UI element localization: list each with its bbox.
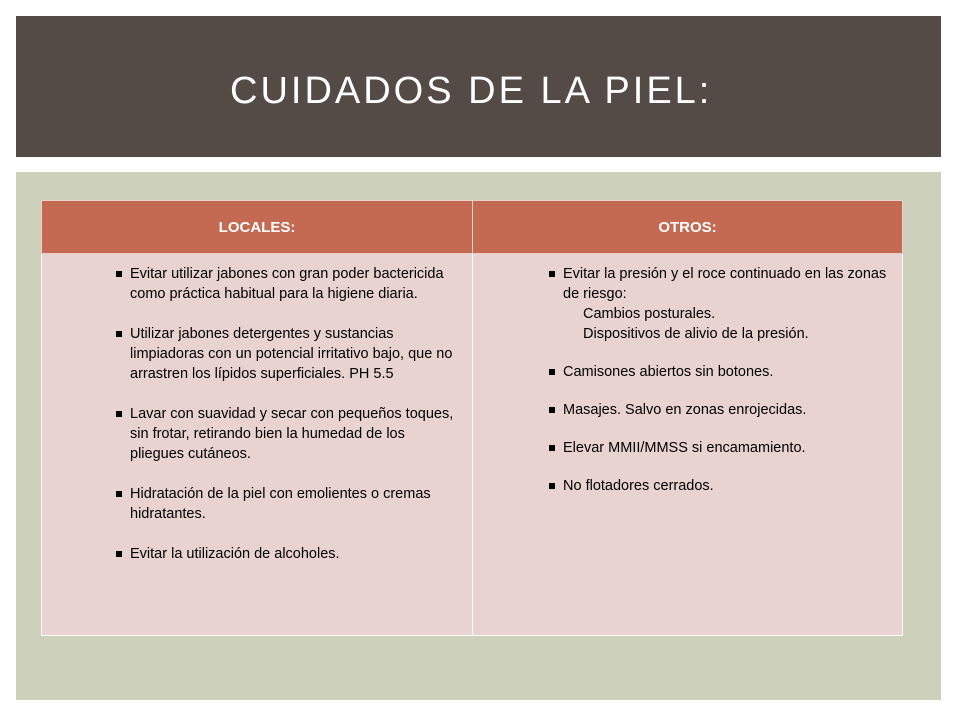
header-locales: LOCALES: [42, 201, 473, 254]
list-item [56, 484, 458, 524]
list-item [487, 362, 888, 382]
otros-cell [473, 254, 903, 636]
list-item-text: Evitar utilizar jabones con gran poder bactericida como práctica habitual para la higiene diaria. [130, 266, 444, 302]
square-bullet-icon [116, 491, 122, 497]
square-bullet-icon [116, 331, 122, 337]
list-item [56, 544, 458, 564]
list-item [487, 476, 888, 496]
list-item [56, 404, 458, 464]
care-table [41, 200, 903, 636]
sub-item: Dispositivos de alivio de la presión. [583, 326, 809, 342]
sub-item: Cambios posturales. [583, 306, 716, 322]
list-item-text: Evitar la utilización de alcoholes. [130, 546, 340, 562]
list-item-text: Hidratación de la piel con emolientes o cremas hidratantes. [130, 486, 431, 522]
square-bullet-icon [116, 551, 122, 557]
list-item-text: Camisones abiertos sin botones. [563, 364, 774, 380]
locales-cell [42, 254, 473, 636]
square-bullet-icon [549, 369, 555, 375]
list-item [487, 264, 888, 344]
list-item [487, 438, 888, 458]
list-item-text: Elevar MMII/MMSS si encamamiento. [563, 440, 806, 456]
list-item-text: No flotadores cerrados. [563, 478, 714, 494]
locales-list [56, 264, 458, 564]
square-bullet-icon [116, 411, 122, 417]
list-item [487, 400, 888, 420]
header-otros: OTROS: [473, 201, 903, 254]
list-item [56, 264, 458, 304]
otros-list [487, 264, 888, 496]
list-item-text: Masajes. Salvo en zonas enrojecidas. [563, 402, 807, 418]
square-bullet-icon [549, 271, 555, 277]
list-item [56, 324, 458, 384]
list-item-text: Utilizar jabones detergentes y sustancias limpiadoras con un potencial irritativo bajo, que no arrastren los lípidos superficiales. PH 5.5 [130, 326, 453, 382]
square-bullet-icon [549, 445, 555, 451]
list-item-text: Evitar la presión y el roce continuado en las zonas de riesgo: [563, 266, 887, 302]
list-item-text: Lavar con suavidad y secar con pequeños toques, sin frotar, retirando bien la humedad de los pliegues cutáneos. [130, 406, 454, 462]
square-bullet-icon [549, 483, 555, 489]
square-bullet-icon [116, 271, 122, 277]
square-bullet-icon [549, 407, 555, 413]
slide-title: CUIDADOS DE LA PIEL: [230, 70, 713, 112]
